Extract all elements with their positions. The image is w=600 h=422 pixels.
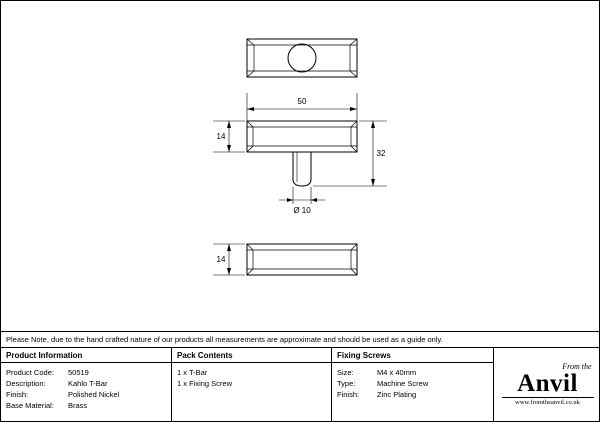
dimension-bar-height-label: 14 [216, 132, 226, 141]
screw-type-key: Type: [337, 379, 356, 388]
description-key: Description: [6, 379, 46, 388]
brand-logo [494, 348, 600, 422]
pack-contents-header: Pack Contents [172, 348, 331, 363]
screw-size-value: M4 x 40mm [377, 368, 417, 377]
measurement-note: Please Note, due to the hand crafted nature of our products all measurements are approximate and should be used as a guide only. [1, 331, 600, 348]
product-information-column [1, 348, 171, 422]
description-value: Kahlo T-Bar [68, 379, 108, 388]
description-row [6, 378, 171, 389]
screw-type-value: Machine Screw [377, 379, 429, 388]
dimension-diameter [279, 187, 325, 215]
dimension-bottom-height-label: 14 [216, 255, 226, 264]
finish-row [6, 389, 171, 400]
screw-type-row [337, 378, 493, 389]
technical-drawing [1, 1, 600, 331]
screw-finish-key: Finish: [337, 390, 360, 399]
pack-line-1: 1 x T-Bar [177, 368, 208, 377]
brand-divider [502, 397, 594, 398]
dimension-bottom-height-14 [213, 244, 245, 275]
product-information-body [1, 363, 171, 411]
fixing-screws-header: Fixing Screws [332, 348, 493, 363]
dimension-diameter-label: Ø 10 [293, 206, 311, 215]
fixing-screws-column [331, 348, 493, 422]
dimension-width-label: 50 [297, 97, 307, 106]
brand-logo-inner [502, 363, 594, 407]
base-material-row [6, 400, 171, 411]
product-code-value: 50519 [68, 368, 89, 377]
brand-logo-column [493, 348, 600, 422]
fixing-screws-body [332, 363, 493, 400]
pack-line-2: 1 x Fixing Screw [177, 379, 233, 388]
front-view [247, 121, 357, 186]
top-view [247, 39, 357, 77]
technical-drawing-svg [1, 1, 600, 331]
screw-finish-row [337, 389, 493, 400]
product-code-key: Product Code: [6, 368, 54, 377]
screw-size-key: Size: [337, 368, 354, 377]
pack-contents-body [172, 363, 331, 389]
brand-from-the-label: From the [562, 362, 592, 372]
dimension-bar-height-14 [213, 121, 245, 152]
brand-url-label: www.fromtheanvil.co.uk [515, 399, 580, 407]
pack-contents-column [171, 348, 331, 422]
finish-key: Finish: [6, 390, 29, 399]
base-material-value: Brass [68, 401, 88, 410]
brand-name-label: Anvil [517, 370, 578, 398]
base-material-key: Base Material: [6, 401, 54, 410]
screw-finish-value: Zinc Plating [377, 390, 417, 399]
product-code-row [6, 367, 171, 378]
dimension-total-height-32 [313, 121, 387, 186]
info-table [1, 348, 600, 422]
finish-value: Polished Nickel [68, 390, 120, 399]
dimension-width-50 [247, 93, 357, 121]
screw-size-row [337, 367, 493, 378]
product-information-header: Product Information [1, 348, 171, 363]
dimension-total-height-label: 32 [376, 149, 386, 158]
bottom-view [247, 244, 357, 275]
